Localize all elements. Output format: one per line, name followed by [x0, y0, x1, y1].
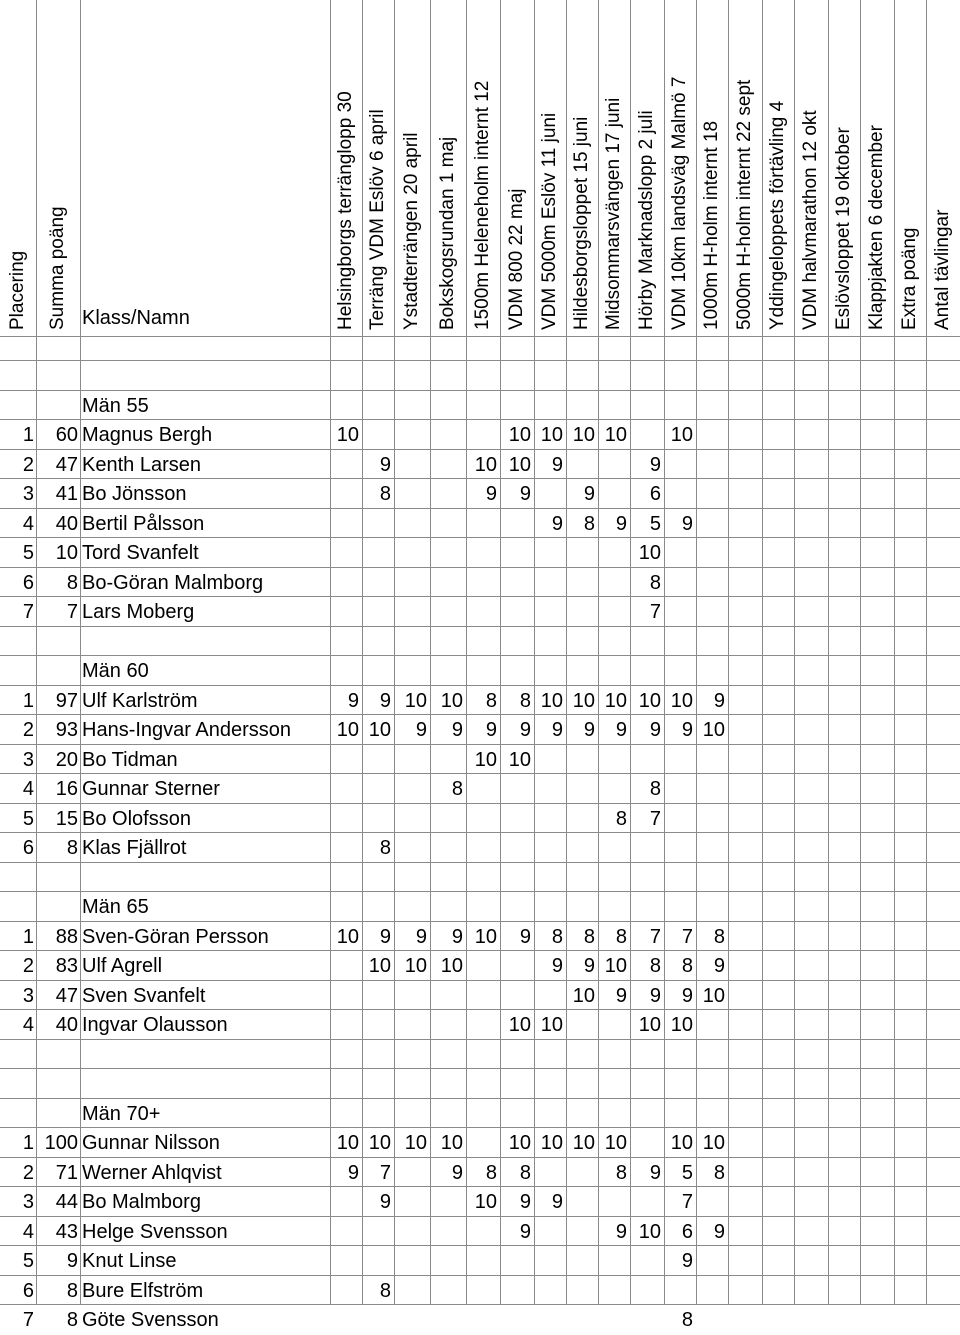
row-divider	[0, 655, 960, 656]
header-competition: Ystadterrängen 20 april	[401, 132, 422, 330]
score-cell: 10	[604, 424, 627, 446]
score-cell: 6	[681, 1220, 693, 1243]
score-cell: 10	[368, 955, 391, 977]
placering-cell: 5	[22, 807, 34, 830]
column-divider	[664, 0, 665, 1305]
placering-cell: 7	[22, 601, 34, 623]
score-cell: 10	[440, 689, 463, 712]
name-cell: Gunnar Sterner	[82, 778, 220, 800]
score-cell: 8	[583, 512, 595, 535]
placering-cell: 7	[22, 1309, 34, 1331]
column-divider	[696, 0, 697, 1305]
score-cell: 10	[572, 424, 595, 446]
summa-cell: 41	[55, 483, 78, 505]
header-klass-namn: Klass/Namn	[82, 307, 190, 329]
score-cell: 8	[451, 778, 463, 800]
score-cell: 9	[713, 689, 725, 712]
name-cell: Magnus Bergh	[82, 424, 213, 446]
score-cell: 9	[681, 719, 693, 741]
name-cell: Lars Moberg	[82, 601, 195, 623]
column-divider	[566, 0, 567, 1305]
header-competition: Helsingborgs terränglopp 30	[335, 91, 356, 330]
name-cell: Tord Svanfelt	[82, 542, 199, 564]
score-cell: 9	[615, 1220, 627, 1243]
column-divider	[894, 0, 895, 1305]
score-cell: 9	[451, 1161, 463, 1184]
placering-cell: 2	[22, 955, 34, 977]
score-cell: 9	[551, 719, 563, 741]
placering-cell: 4	[22, 1014, 34, 1036]
placering-cell: 3	[22, 984, 34, 1007]
summa-cell: 47	[55, 984, 78, 1007]
score-cell: 9	[615, 719, 627, 741]
score-cell: 10	[508, 453, 531, 476]
score-cell: 10	[404, 955, 427, 977]
summa-cell: 10	[55, 542, 78, 564]
score-cell: 9	[583, 483, 595, 505]
score-cell: 8	[681, 1309, 693, 1331]
row-divider	[0, 360, 960, 361]
score-cell: 8	[379, 1279, 391, 1302]
score-cell: 8	[485, 1161, 497, 1184]
score-cell: 10	[572, 689, 595, 712]
score-cell: 9	[519, 925, 531, 948]
summa-cell: 93	[55, 719, 78, 741]
name-cell: Bure Elfström	[82, 1279, 204, 1302]
column-divider	[394, 0, 395, 1305]
column-divider	[828, 0, 829, 1305]
score-cell: 9	[583, 955, 595, 977]
summa-cell: 8	[66, 837, 78, 859]
score-cell: 9	[551, 955, 563, 977]
name-cell: Bo-Göran Malmborg	[82, 571, 264, 594]
name-cell: Gunnar Nilsson	[82, 1132, 220, 1154]
column-divider	[794, 0, 795, 1305]
placering-cell: 4	[22, 778, 34, 800]
placering-cell: 6	[22, 571, 34, 594]
score-cell: 8	[379, 837, 391, 859]
score-cell: 10	[336, 925, 359, 948]
score-cell: 10	[336, 1132, 359, 1154]
score-cell: 9	[681, 512, 693, 535]
score-cell: 10	[540, 424, 563, 446]
placering-cell: 1	[22, 925, 34, 948]
row-divider	[0, 1068, 960, 1069]
column-divider	[598, 0, 599, 1305]
score-cell: 9	[551, 1191, 563, 1213]
column-divider	[466, 0, 467, 1305]
score-cell: 10	[702, 719, 725, 741]
score-cell: 10	[670, 1132, 693, 1154]
score-cell: 10	[540, 1132, 563, 1154]
score-cell: 8	[519, 689, 531, 712]
score-cell: 7	[649, 807, 661, 830]
column-divider	[630, 0, 631, 1305]
header-competition: VDM 800 22 maj	[506, 188, 527, 330]
score-cell: 9	[551, 453, 563, 476]
header-competition: 5000m H-holm internt 22 sept	[734, 79, 755, 330]
score-cell: 10	[638, 689, 661, 712]
column-divider	[534, 0, 535, 1305]
header-competition: Klappjakten 6 december	[866, 125, 887, 330]
score-cell: 7	[649, 601, 661, 623]
score-cell: 9	[615, 512, 627, 535]
score-cell: 10	[670, 689, 693, 712]
name-cell: Bo Malmborg	[82, 1191, 201, 1213]
summa-cell: 44	[55, 1191, 78, 1213]
header-competition: Extra poäng	[899, 227, 920, 330]
summa-cell: 20	[55, 748, 78, 771]
column-divider	[860, 0, 861, 1305]
score-cell: 9	[551, 512, 563, 535]
summa-cell: 47	[55, 453, 78, 476]
header-competition: Eslövsloppet 19 oktober	[833, 127, 854, 330]
name-cell: Ingvar Olausson	[82, 1014, 228, 1036]
column-divider	[362, 0, 363, 1305]
summa-cell: 83	[55, 955, 78, 977]
header-competition: Yddingeloppets förtävling 4	[767, 100, 788, 330]
score-cell: 10	[508, 1014, 531, 1036]
placering-cell: 1	[22, 689, 34, 712]
header-competition: Bokskogsrundan 1 maj	[437, 136, 458, 330]
score-cell: 10	[368, 1132, 391, 1154]
placering-cell: 5	[22, 542, 34, 564]
score-cell: 10	[404, 1132, 427, 1154]
score-cell: 10	[670, 424, 693, 446]
score-cell: 7	[379, 1161, 391, 1184]
score-cell: 8	[485, 689, 497, 712]
score-cell: 8	[583, 925, 595, 948]
column-divider	[926, 0, 927, 1305]
score-cell: 10	[604, 1132, 627, 1154]
column-divider	[500, 0, 501, 1305]
row-divider	[0, 891, 960, 892]
score-cell: 9	[649, 453, 661, 476]
score-cell: 9	[451, 925, 463, 948]
summa-cell: 16	[55, 778, 78, 800]
score-cell: 8	[649, 571, 661, 594]
header-placering: Placering	[7, 250, 28, 330]
placering-cell: 4	[22, 1220, 34, 1243]
score-cell: 9	[485, 483, 497, 505]
score-cell: 10	[604, 955, 627, 977]
score-cell: 10	[404, 689, 427, 712]
name-cell: Helge Svensson	[82, 1220, 228, 1243]
score-cell: 9	[519, 1191, 531, 1213]
class-name: Män 65	[82, 896, 149, 918]
score-cell: 10	[604, 689, 627, 712]
score-cell: 10	[670, 1014, 693, 1036]
summa-cell: 40	[55, 1014, 78, 1036]
score-cell: 5	[681, 1161, 693, 1184]
score-cell: 9	[451, 719, 463, 741]
score-cell: 8	[649, 955, 661, 977]
score-cell: 9	[379, 1191, 391, 1213]
score-cell: 9	[519, 483, 531, 505]
name-cell: Bertil Pålsson	[82, 512, 205, 535]
name-cell: Hans-Ingvar Andersson	[82, 719, 292, 741]
score-cell: 7	[681, 1191, 693, 1213]
score-cell: 9	[681, 984, 693, 1007]
placering-cell: 3	[22, 748, 34, 771]
summa-cell: 8	[66, 571, 78, 594]
score-cell: 8	[519, 1161, 531, 1184]
score-cell: 9	[583, 719, 595, 741]
header-competition: Antal tävlingar	[932, 209, 953, 330]
score-cell: 9	[615, 984, 627, 1007]
score-cell: 10	[508, 424, 531, 446]
name-cell: Sven Svanfelt	[82, 984, 206, 1007]
score-cell: 10	[440, 955, 463, 977]
score-cell: 10	[508, 1132, 531, 1154]
score-cell: 10	[702, 984, 725, 1007]
placering-cell: 6	[22, 1279, 34, 1302]
score-cell: 9	[485, 719, 497, 741]
name-cell: Knut Linse	[82, 1250, 177, 1272]
placering-cell: 3	[22, 483, 34, 505]
placering-cell: 5	[22, 1250, 34, 1272]
name-cell: Ulf Karlström	[82, 689, 198, 712]
class-name: Män 60	[82, 660, 149, 682]
class-name: Män 70+	[82, 1102, 161, 1125]
class-name: Män 55	[82, 394, 149, 417]
score-cell: 8	[615, 925, 627, 948]
column-divider	[728, 0, 729, 1305]
name-cell: Klas Fjällrot	[82, 837, 187, 859]
header-divider	[0, 336, 960, 337]
column-divider	[330, 0, 331, 1305]
header-competition: VDM 5000m Eslöv 11 juni	[539, 112, 560, 330]
placering-cell: 1	[22, 424, 34, 446]
score-cell: 10	[572, 984, 595, 1007]
score-cell: 8	[615, 807, 627, 830]
name-cell: Bo Jönsson	[82, 483, 187, 505]
header-competition: 1500m Heleneholm internt 12	[472, 80, 493, 330]
score-cell: 9	[649, 984, 661, 1007]
column-divider	[36, 0, 37, 1305]
score-cell: 10	[638, 542, 661, 564]
score-cell: 7	[649, 925, 661, 948]
name-cell: Bo Olofsson	[82, 807, 191, 830]
score-cell: 10	[474, 1191, 497, 1213]
name-cell: Göte Svensson	[82, 1309, 219, 1331]
summa-cell: 43	[55, 1220, 78, 1243]
name-cell: Sven-Göran Persson	[82, 925, 269, 948]
summa-cell: 88	[55, 925, 78, 948]
placering-cell: 2	[22, 1161, 34, 1184]
score-cell: 10	[540, 1014, 563, 1036]
header-competition: VDM halvmarathon 12 okt	[800, 110, 821, 330]
score-cell: 9	[649, 1161, 661, 1184]
header-competition: Midsommarsvängen 17 juni	[603, 97, 624, 330]
score-cell: 10	[540, 689, 563, 712]
score-cell: 8	[379, 483, 391, 505]
score-cell: 9	[415, 925, 427, 948]
header-competition: Hörby Marknadslopp 2 juli	[636, 110, 657, 330]
name-cell: Werner Ahlqvist	[82, 1161, 222, 1184]
placering-cell: 3	[22, 1191, 34, 1213]
score-cell: 8	[649, 778, 661, 800]
summa-cell: 7	[66, 601, 78, 623]
summa-cell: 97	[55, 689, 78, 712]
name-cell: Bo Tidman	[82, 748, 178, 771]
placering-cell: 4	[22, 512, 34, 535]
score-cell: 9	[379, 925, 391, 948]
summa-cell: 71	[55, 1161, 78, 1184]
score-cell: 6	[649, 483, 661, 505]
placering-cell: 6	[22, 837, 34, 859]
header-competition: Hildesborgsloppet 15 juni	[571, 116, 592, 330]
summa-cell: 40	[55, 512, 78, 535]
score-cell: 8	[713, 925, 725, 948]
placering-cell: 2	[22, 453, 34, 476]
summa-cell: 9	[66, 1250, 78, 1272]
score-cell: 9	[713, 1220, 725, 1243]
score-cell: 10	[474, 925, 497, 948]
score-cell: 10	[474, 453, 497, 476]
score-cell: 10	[368, 719, 391, 741]
score-cell: 9	[379, 689, 391, 712]
column-divider	[762, 0, 763, 1305]
name-cell: Kenth Larsen	[82, 453, 201, 476]
column-divider	[430, 0, 431, 1305]
score-cell: 7	[681, 925, 693, 948]
score-cell: 10	[702, 1132, 725, 1154]
header-competition: Terräng VDM Eslöv 6 april	[367, 109, 388, 330]
score-cell: 9	[713, 955, 725, 977]
header-summa: Summa poäng	[47, 206, 68, 330]
score-cell: 10	[638, 1014, 661, 1036]
score-cell: 8	[681, 955, 693, 977]
header-competition: 1000m H-holm internt 18	[701, 120, 722, 330]
score-cell: 8	[615, 1161, 627, 1184]
score-cell: 9	[347, 689, 359, 712]
score-cell: 10	[572, 1132, 595, 1154]
score-cell: 9	[519, 1220, 531, 1243]
score-cell: 9	[519, 719, 531, 741]
summa-cell: 100	[44, 1132, 78, 1154]
score-cell: 10	[638, 1220, 661, 1243]
score-cell: 9	[681, 1250, 693, 1272]
header-competition: VDM 10km landsväg Malmö 7	[669, 76, 690, 330]
score-cell: 9	[415, 719, 427, 741]
score-cell: 8	[551, 925, 563, 948]
summa-cell: 15	[55, 807, 78, 830]
summa-cell: 60	[55, 424, 78, 446]
score-cell: 9	[649, 719, 661, 741]
summa-cell: 8	[66, 1309, 78, 1331]
score-cell: 9	[347, 1161, 359, 1184]
score-cell: 10	[474, 748, 497, 771]
score-cell: 10	[508, 748, 531, 771]
score-cell: 9	[379, 453, 391, 476]
score-cell: 8	[713, 1161, 725, 1184]
score-cell: 10	[336, 424, 359, 446]
name-cell: Ulf Agrell	[82, 955, 163, 977]
score-cell: 5	[649, 512, 661, 535]
placering-cell: 1	[22, 1132, 34, 1154]
score-cell: 10	[440, 1132, 463, 1154]
score-cell: 10	[336, 719, 359, 741]
placering-cell: 2	[22, 719, 34, 741]
summa-cell: 8	[66, 1279, 78, 1302]
